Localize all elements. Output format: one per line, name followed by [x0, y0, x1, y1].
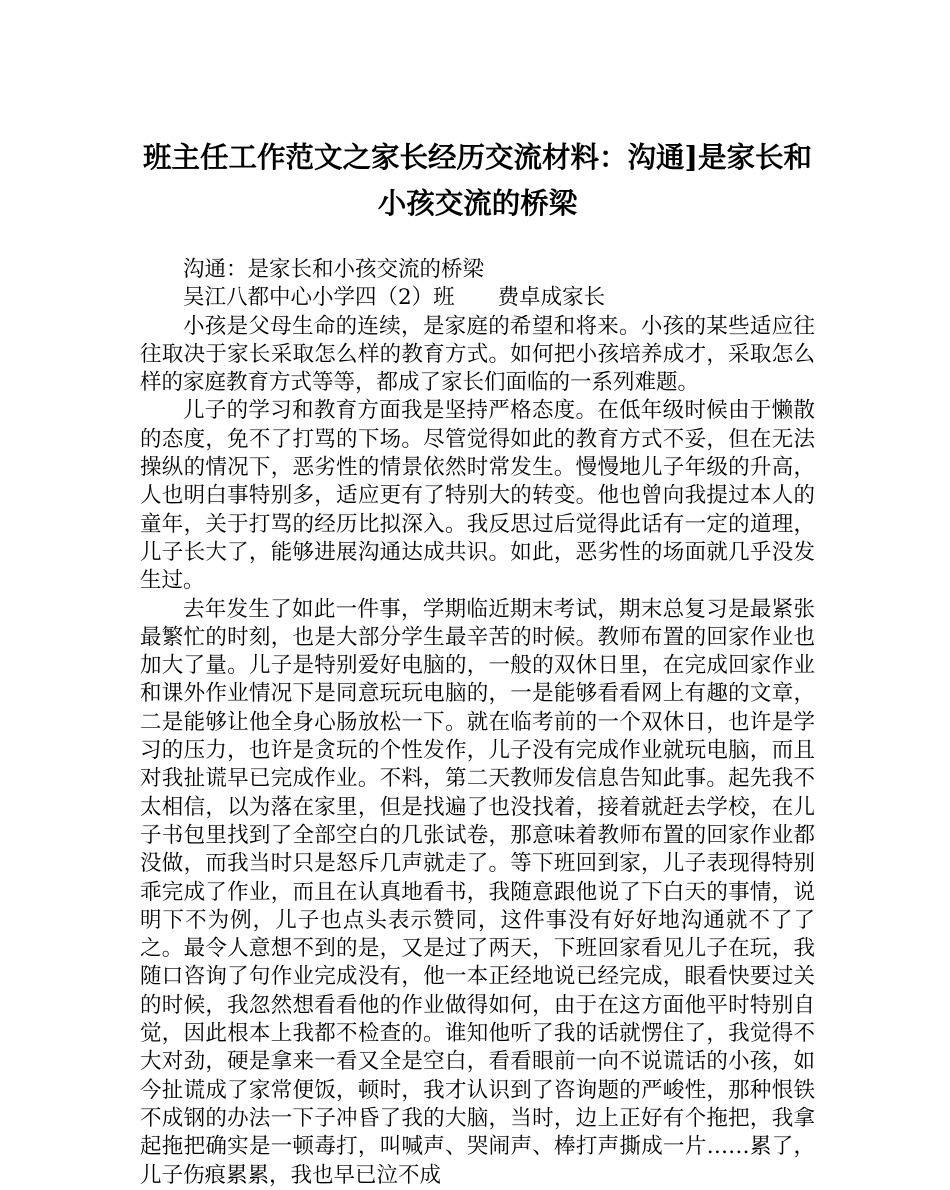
paragraph: 小孩是父母生命的连续，是家庭的希望和将来。小孩的某些适应往往取决于家长采取怎么样的教育方式。如何把小孩培养成才，采取怎么样的家庭教育方式等等，都成了家长们面临的一系列难题。: [140, 313, 815, 396]
document-body: [140, 256, 815, 1190]
paragraph: 儿子的学习和教育方面我是坚持严格态度。在低年级时候由于懒散的态度，免不了打骂的下场。尽管觉得如此的教育方式不妥，但在无法操纵的情况下，恶劣性的情景依然时常发生。慢慢地儿子年级的升高，人也明白事特别多，适应更有了特别大的转变。他也曾向我提过本人的童年，关于打骂的经历比拟深入。我反思过后觉得此话有一定的道理，儿子长大了，能够进展沟通达成共识。如此，恶劣性的场面就几乎没发生过。: [140, 398, 815, 594]
subtitle-line: 沟通：是家长和小孩交流的桥梁: [183, 257, 485, 282]
title-line-2: 小孩交流的桥梁: [377, 186, 578, 220]
document-title: [140, 134, 815, 226]
paragraph: 去年发生了如此一件事，学期临近期末考试，期末总复习是最紧张最繁忙的时刻，也是大部分学生最辛苦的时候。教师布置的回家作业也加大了量。儿子是特别爱好电脑的，一般的双休日里，在完成回家作业和课外作业情况下是同意玩玩电脑的，一是能够看看网上有趣的文章，二是能够让他全身心肠放松一下。就在临考前的一个双休日，也许是学习的压力，也许是贪玩的个性发作，儿子没有完成作业就玩电脑，而且对我扯谎早已完成作业。不料，第二天教师发信息告知此事。起先我不太相信，以为落在家里，但是找遍了也没找着，接着就赶去学校，在儿子书包里找到了全部空白的几张试卷，那意味着教师布置的回家作业都没做，而我当时只是怒斥几声就走了。等下班回到家，儿子表现得特别乖完成了作业，而且在认真地看书，我随意跟他说了下白天的事情，说明下不为例，儿子也点头表示赞同，这件事没有好好地沟通就不了了之。最令人意想不到的是，又是过了两天，下班回家看见儿子在玩，我随口咨询了句作业完成没有，他一本正经地说已经完成，眼看快要过关的时候，我忽然想看看他的作业做得如何，由于在这方面他平时特别自觉，因此根本上我都不检查的。谁知他听了我的话就愣住了，我觉得不大对劲，硬是拿来一看又全是空白，看看眼前一向不说谎话的小孩，如今扯谎成了家常便饭，顿时，我才认识到了咨询题的严峻性，那种恨铁不成钢的办法一下子冲昏了我的大脑，当时，边上正好有个拖把，我拿起拖把确实是一顿毒打，叫喊声、哭闹声、棒打声撕成一片……累了，儿子伤痕累累，我也早已泣不成: [140, 596, 815, 1188]
title-line-1: 班主任工作范文之家长经历交流材料：沟通]是家长和: [143, 140, 812, 174]
author-line: 吴江八都中心小学四（2）班 费卓成家长: [183, 285, 606, 311]
